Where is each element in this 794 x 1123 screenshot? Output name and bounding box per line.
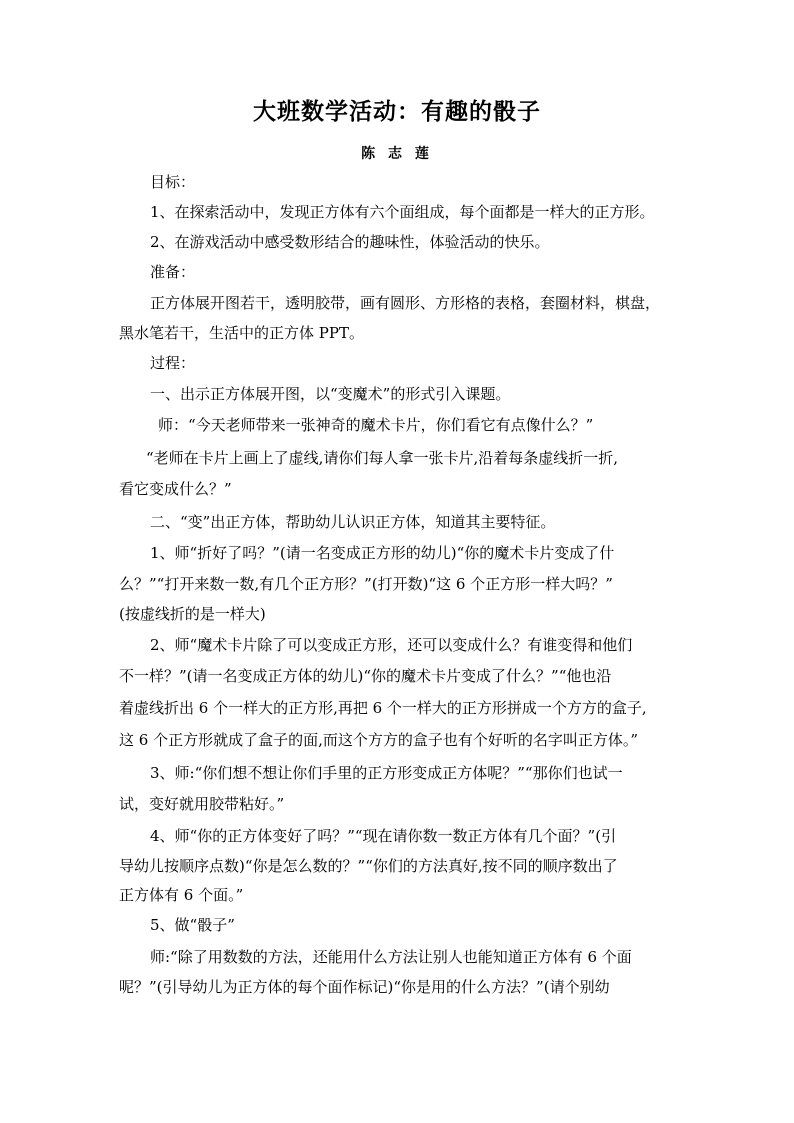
text-line: 黑水笔若干，生活中的正方体 PPT。 <box>119 324 364 342</box>
text-line: 看它变成什么？” <box>119 480 232 498</box>
text-line: 正方体展开图若干，透明胶带，画有圆形、方形格的表格，套圈材料，棋盘， <box>150 294 661 312</box>
text-line: 这 6 个正方形就成了盒子的面,而这个方方的盒子也有个好听的名字叫正方体。” <box>119 731 639 749</box>
text-line: 正方体有 6 个面。” <box>119 886 244 904</box>
text-line: 1、师“折好了吗？”(请一名变成正方形的幼儿)“你的魔术卡片变成了什 <box>150 544 615 562</box>
text-line: 呢？”(引导幼儿为正方体的每个面作标记)“你是用的什么方法？”(请个别幼 <box>119 978 610 996</box>
text-line: 1、在探索活动中，发现正方体有六个面组成，每个面都是一样大的正方形。 <box>150 203 655 221</box>
text-line: 师:“除了用数数的方法，还能用什么方法让别人也能知道正方体有 6 个面 <box>150 948 632 966</box>
text-line: 一、出示正方体展开图，以“变魔术”的形式引入课题。 <box>150 385 511 403</box>
text-line: 4、师“你的正方体变好了吗？”“现在请你数一数正方体有几个面？”(引 <box>150 827 617 845</box>
text-line: “老师在卡片上画上了虚线,请你们每人拿一张卡片,沿着每条虚线折一折, <box>146 449 618 467</box>
text-line: 么？”“打开来数一数,有几个正方形？”(打开数)“这 6 个正方形一样大吗？” <box>119 575 613 593</box>
text-line: 不一样？”(请一名变成正方体的幼儿)“你的魔术卡片变成了什么？”“他也沿 <box>119 667 612 685</box>
author-name: 陈 志 莲 <box>361 146 433 162</box>
text-line: (按虚线折的是一样大) <box>119 605 266 623</box>
text-line: 导幼儿按顺序点数)“你是怎么数的？”“你们的方法真好,按不同的顺序数出了 <box>119 857 618 875</box>
text-line: 着虚线折出 6 个一样大的正方形,再把 6 个一样大的正方形拼成一个方方的盒子, <box>119 699 647 717</box>
text-line: 3、师:“你们想不想让你们手里的正方形变成正方体呢？”“那你们也试一 <box>150 764 623 782</box>
text-line: 准备： <box>150 263 196 281</box>
text-line: 过程： <box>150 354 196 372</box>
page-title: 大班数学活动：有趣的骰子 <box>253 98 541 125</box>
text-line: 试，变好就用胶带粘好。” <box>119 795 285 813</box>
text-line: 2、师“魔术卡片除了可以变成正方形，还可以变成什么？有谁变得和他们 <box>150 636 633 654</box>
text-line: 师：“今天老师带来一张神奇的魔术卡片，你们看它有点像什么？” <box>158 416 594 434</box>
text-line: 二、“变”出正方体，帮助幼儿认识正方体，知道其主要特征。 <box>150 513 556 531</box>
text-line: 目标： <box>150 173 196 191</box>
text-line: 2、在游戏活动中感受数形结合的趣味性，体验活动的快乐。 <box>150 233 550 251</box>
text-line: 5、做“骰子” <box>150 916 235 934</box>
